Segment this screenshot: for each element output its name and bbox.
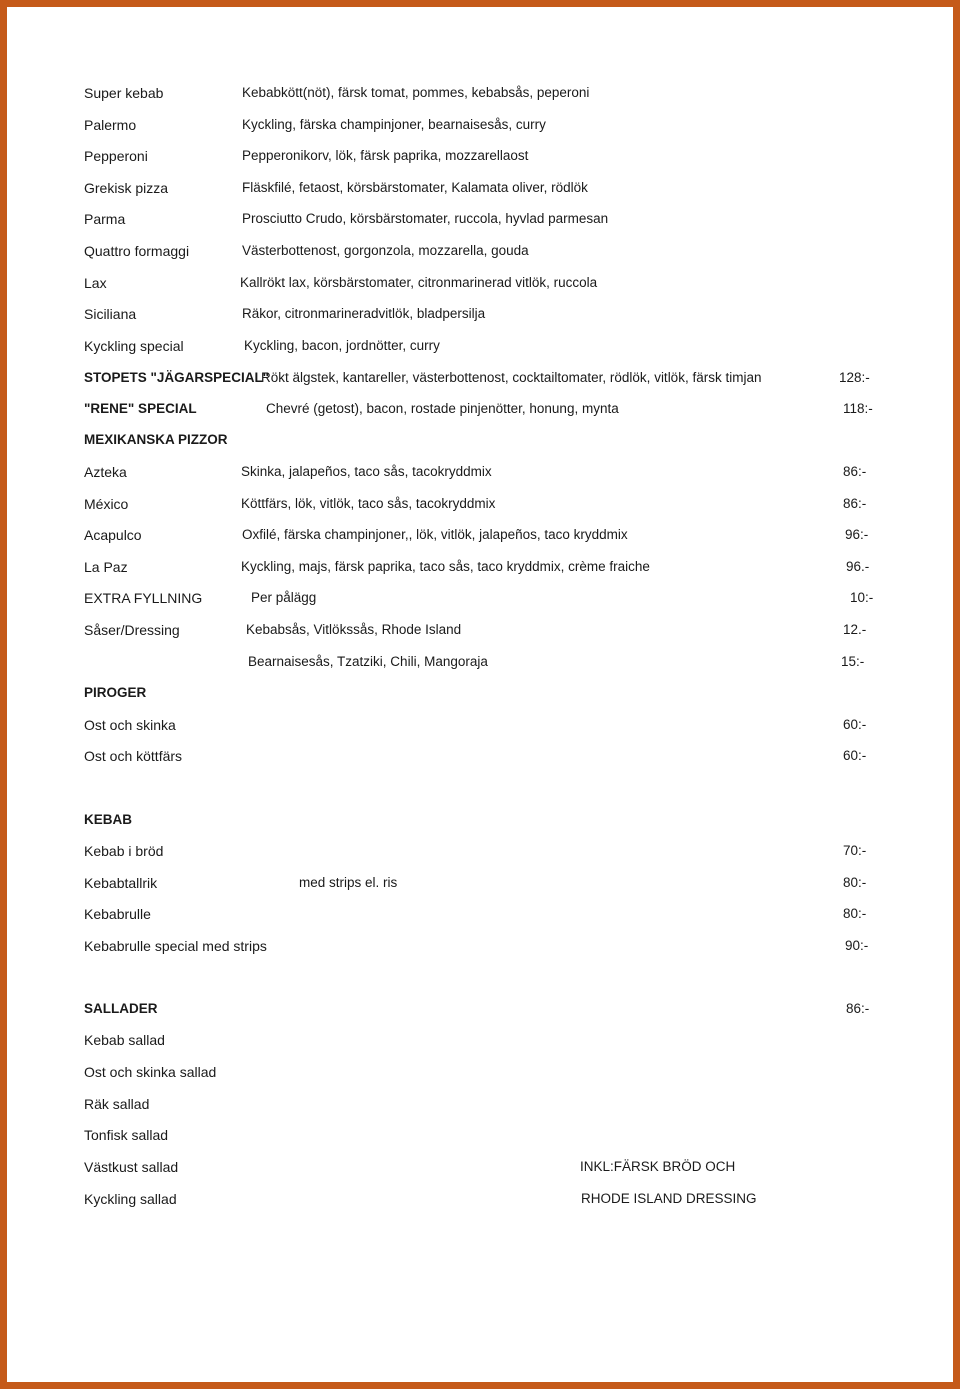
sallader-price: 86:- (846, 1001, 870, 1016)
pizza-name: Super kebab (84, 85, 164, 101)
kebab-name: Kebabrulle special med strips (84, 938, 267, 954)
pizza-name: Pepperoni (84, 148, 148, 164)
mex-name: Azteka (84, 464, 127, 480)
section-heading-kebab: KEBAB (84, 812, 133, 827)
pizza-desc: Prosciutto Crudo, körsbärstomater, ruccola, hyvlad parmesan (242, 211, 609, 226)
sallad-item: Kebab sallad (84, 1032, 165, 1048)
kebab-desc: med strips el. ris (299, 875, 398, 890)
mex-desc: Kyckling, majs, färsk paprika, taco sås, taco kryddmix, crème fraiche (241, 559, 650, 574)
pizza-name: Palermo (84, 117, 137, 133)
pizza-desc: Pepperonikorv, lök, färsk paprika, mozzarellaost (242, 148, 529, 163)
sallader-note-1: INKL:FÄRSK BRÖD OCH (580, 1159, 736, 1174)
pizza-desc: Kebabkött(nöt), färsk tomat, pommes, kebabsås, peperoni (242, 85, 590, 100)
piroger-name: Ost och skinka (84, 717, 176, 733)
sallad-item: Räk sallad (84, 1096, 150, 1112)
special-price: 118:- (843, 401, 873, 416)
mex-price: 96.- (846, 559, 870, 574)
mex-price: 96:- (845, 527, 869, 542)
sallad-item: Tonfisk sallad (84, 1127, 169, 1143)
mex-desc: Oxfilé, färska champinjoner,, lök, vitlök, jalapeños, taco kryddmix (242, 527, 628, 542)
pizza-name: Siciliana (84, 306, 137, 322)
piroger-name: Ost och köttfärs (84, 748, 183, 764)
section-heading-piroger: PIROGER (84, 685, 147, 700)
kebab-name: Kebabrulle (84, 906, 151, 922)
extra-desc: Per pålägg (251, 590, 317, 605)
sauce-line-1: Kebabsås, Vitlökssås, Rhode Island (246, 622, 462, 637)
kebab-price: 70:- (843, 843, 867, 858)
pizza-desc: Kyckling, färska champinjoner, bearnaisesås, curry (242, 117, 546, 132)
pizza-name: Quattro formaggi (84, 243, 190, 259)
mex-name: La Paz (84, 559, 128, 575)
pizza-name: Parma (84, 211, 126, 227)
pizza-desc: Fläskfilé, fetaost, körsbärstomater, Kalamata oliver, rödlök (242, 180, 588, 195)
pizza-name: Grekisk pizza (84, 180, 169, 196)
mex-price: 86:- (843, 464, 867, 479)
piroger-price: 60:- (843, 717, 867, 732)
piroger-price: 60:- (843, 748, 867, 763)
section-heading-sallader: SALLADER (84, 1001, 158, 1016)
mex-name: México (84, 496, 129, 512)
mex-price: 86:- (843, 496, 867, 511)
pizza-desc: Västerbottenost, gorgonzola, mozzarella, gouda (242, 243, 529, 258)
kebab-price: 80:- (843, 906, 867, 921)
kebab-price: 80:- (843, 875, 867, 890)
kebab-name: Kebab i bröd (84, 843, 164, 859)
kebab-name: Kebabtallrik (84, 875, 158, 891)
sallad-item: Ost och skinka sallad (84, 1064, 217, 1080)
mex-desc: Köttfärs, lök, vitlök, taco sås, tacokryddmix (241, 496, 496, 511)
kebab-price: 90:- (845, 938, 869, 953)
sallad-item: Kyckling sallad (84, 1191, 177, 1207)
sallad-item: Västkust sallad (84, 1159, 179, 1175)
pizza-desc: Kallrökt lax, körsbärstomater, citronmarinerad vitlök, ruccola (240, 275, 598, 290)
special-price: 128:- (839, 370, 870, 385)
special-name: STOPETS "JÄGARSPECIAL" (84, 370, 270, 385)
mex-desc: Skinka, jalapeños, taco sås, tacokryddmix (241, 464, 492, 479)
pizza-desc: Räkor, citronmarineradvitlök, bladpersilja (242, 306, 486, 321)
sallader-note-2: RHODE ISLAND DRESSING (581, 1191, 757, 1206)
pizza-desc: Kyckling, bacon, jordnötter, curry (244, 338, 440, 353)
sauce-line-2: Bearnaisesås, Tzatziki, Chili, Mangoraja (248, 654, 488, 669)
extra-price: 10:- (850, 590, 874, 605)
sauce-price-2: 15:- (841, 654, 865, 669)
extra-name: EXTRA FYLLNING (84, 590, 203, 606)
pizza-name: Kyckling special (84, 338, 184, 354)
sauce-name: Såser/Dressing (84, 622, 180, 638)
section-heading-mexikanska: MEXIKANSKA PIZZOR (84, 432, 228, 447)
sauce-price-1: 12.- (843, 622, 867, 637)
special-desc: Chevré (getost), bacon, rostade pinjenötter, honung, mynta (266, 401, 619, 416)
pizza-name: Lax (84, 275, 107, 291)
special-name: "RENE" SPECIAL (84, 401, 197, 416)
mex-name: Acapulco (84, 527, 142, 543)
special-desc: Rökt älgstek, kantareller, västerbottenost, cocktailtomater, rödlök, vitlök, färsk timjan (261, 370, 762, 385)
